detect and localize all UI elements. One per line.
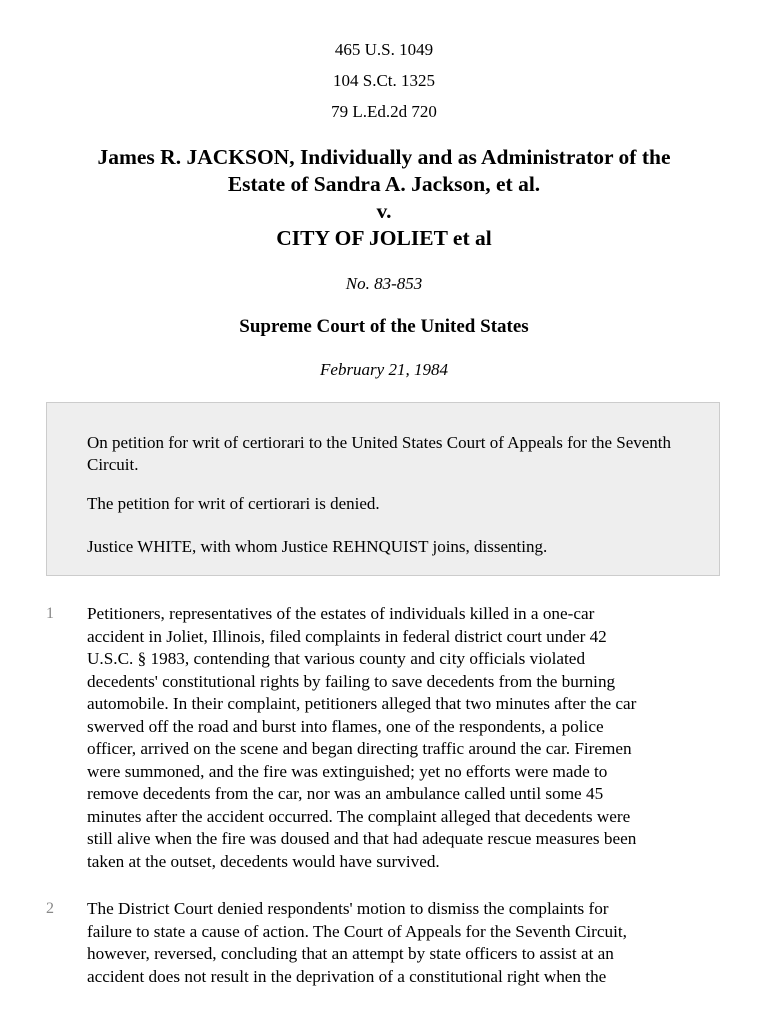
paragraph-number: 2 [46, 900, 54, 917]
paragraph-line: Petitioners, representatives of the estates of individuals killed in a one-car [87, 604, 595, 623]
petition-text: On petition for writ of certiorari to the United States Court of Appeals for the Seventh Circuit. [87, 433, 672, 474]
decision-date: February 21, 1984 [320, 360, 448, 379]
paragraph-line: decedents' constitutional rights by failing to save decedents from the burning [87, 671, 616, 691]
paragraph-line: were summoned, and the fire was extinguished; yet no efforts were made to [87, 761, 608, 781]
paragraph-line: however, reversed, concluding that an attempt by state officers to assist at an [87, 944, 614, 963]
citation-lawyers-edition: 79 L.Ed.2d 720 [331, 102, 437, 121]
dissent-text: Justice WHITE, with whom Justice REHNQUIST joins, dissenting. [87, 537, 548, 556]
citation-supreme-court-reporter: 104 S.Ct. 1325 [332, 71, 436, 90]
case-title-line: Estate of Sandra A. Jackson, et al. [227, 172, 541, 196]
paragraph-text [87, 603, 727, 873]
case-title [30, 144, 738, 252]
paragraph-line: failure to state a cause of action. The Court of Appeals for the Seventh Circuit, [87, 921, 627, 941]
denied-text: The petition for writ of certiorari is denied. [87, 494, 380, 513]
paragraph-line: taken at the outset, decedents would have survived. [87, 851, 440, 871]
paragraph-line: The District Court denied respondents' motion to dismiss the complaints for [87, 899, 609, 918]
paragraph-line: remove decedents from the car, nor was an ambulance called until some 45 [87, 784, 604, 803]
paragraph-number: 1 [46, 605, 54, 622]
summary-box [46, 402, 720, 576]
paragraph-line: accident in Joliet, Illinois, filed complaints in federal district court under 42 [87, 626, 607, 646]
paragraph-line: accident does not result in the deprivation of a constitutional right when the [87, 966, 607, 986]
court-name: Supreme Court of the United States [239, 316, 529, 337]
paragraph-line: automobile. In their complaint, petitioners alleged that two minutes after the car [87, 694, 637, 713]
case-title-respondent: CITY OF JOLIET et al [276, 226, 492, 250]
paragraph-line: officer, arrived on the scene and began directing traffic around the car. Firemen [87, 739, 632, 758]
case-title-line: James R. JACKSON, Individually and as Administrator of the [97, 145, 671, 169]
paragraph-line: still alive when the fire was doused and that had adequate rescue measures been [87, 829, 637, 848]
paragraph-text [87, 898, 727, 988]
docket-number: No. 83-853 [345, 274, 423, 293]
case-title-versus: v. [376, 199, 392, 223]
paragraph-line: minutes after the accident occurred. The complaint alleged that decedents were [87, 806, 631, 826]
paragraph-line: swerved off the road and burst into flames, one of the respondents, a police [87, 716, 604, 736]
citation-us-reports: 465 U.S. 1049 [334, 40, 434, 59]
citations [0, 34, 768, 127]
paragraph-line: U.S.C. § 1983, contending that various county and city officials violated [87, 649, 586, 668]
